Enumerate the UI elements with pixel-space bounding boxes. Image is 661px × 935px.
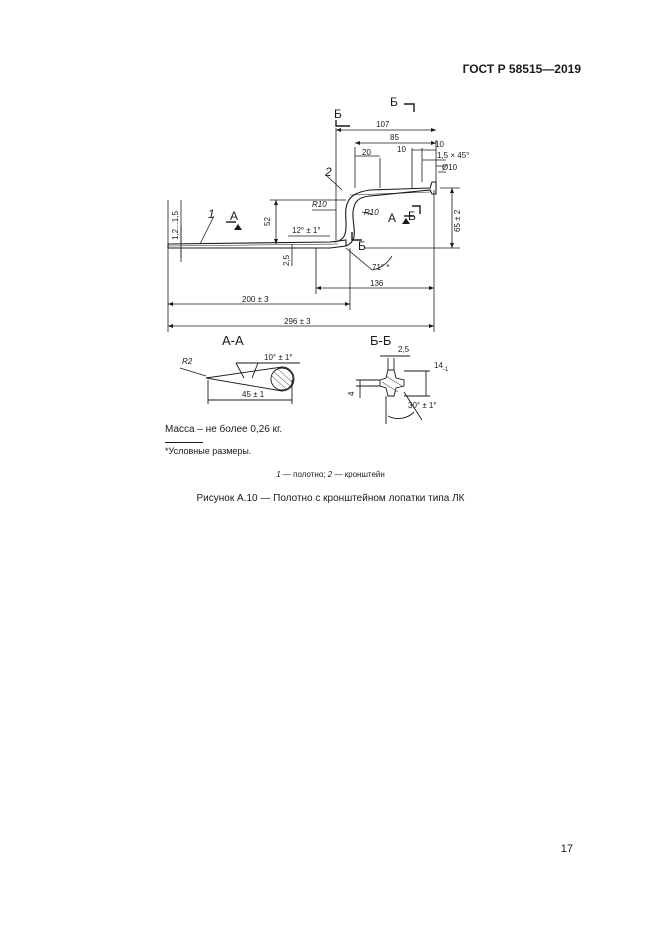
dim-chamfer: 1,5 × 45° — [437, 151, 470, 160]
dim-20: 20 — [362, 148, 371, 157]
callout-1: 1 — [208, 207, 215, 221]
section-b-bottom-label: Б — [358, 239, 366, 253]
dim-107: 107 — [376, 120, 390, 129]
page-number: 17 — [560, 843, 573, 855]
callout-2: 2 — [325, 165, 332, 179]
figure-legend: 1 — полотно; 2 — кронштейн — [276, 470, 385, 479]
dim-r10-right: R10 — [364, 208, 379, 217]
dim-r10-left: R10 — [312, 200, 327, 209]
section-bb-angle: 30° ± 1° — [408, 401, 437, 410]
dim-thickness: 1,2...1,5 — [171, 211, 180, 240]
section-aa-title: А-А — [222, 333, 244, 348]
dim-diameter-10: Ø10 — [442, 163, 458, 172]
section-bb-title: Б-Б — [370, 333, 392, 348]
section-a-right-label: А — [388, 211, 397, 225]
section-aa-profile — [206, 367, 294, 391]
dim-angle-12: 12° ± 1° — [292, 226, 321, 235]
dim-2-5: 2,5 — [282, 254, 291, 266]
section-b-mid-label: Б — [408, 209, 416, 223]
section-aa-r2: R2 — [182, 357, 193, 366]
figure-caption: Рисунок А.10 — Полотно с кронштейном лопатки типа ЛК — [196, 493, 465, 504]
dim-296: 296 ± 3 — [284, 317, 311, 326]
section-bb-width-4: 4 — [347, 391, 356, 396]
mass-note: Масса – не более 0,26 кг. — [165, 424, 283, 435]
section-a-left-label: А — [230, 209, 239, 223]
footnote-divider — [165, 442, 203, 443]
footnote: *Условные размеры. — [165, 446, 252, 456]
dim-136: 136 — [370, 279, 384, 288]
document-code: ГОСТ Р 58515—2019 — [462, 62, 581, 76]
section-b-top-right-label: Б — [390, 95, 398, 109]
section-aa-angle: 10° ± 1° — [264, 353, 293, 362]
section-bb-width-2-5: 2,5 — [398, 345, 410, 354]
dim-52: 52 — [263, 217, 272, 226]
section-aa-length: 45 ± 1 — [242, 390, 265, 399]
dim-angle-71: 71° * — [372, 263, 390, 272]
dim-10-inner: 10 — [397, 145, 406, 154]
section-bb-width-14: $14_{-1}$ — [434, 361, 449, 373]
dim-65: 65 ± 2 — [453, 209, 462, 232]
section-b-top-left-label: Б — [334, 107, 342, 121]
dim-10-top: 10 — [435, 140, 444, 149]
dim-85: 85 — [390, 133, 399, 142]
dim-200: 200 ± 3 — [242, 295, 269, 304]
